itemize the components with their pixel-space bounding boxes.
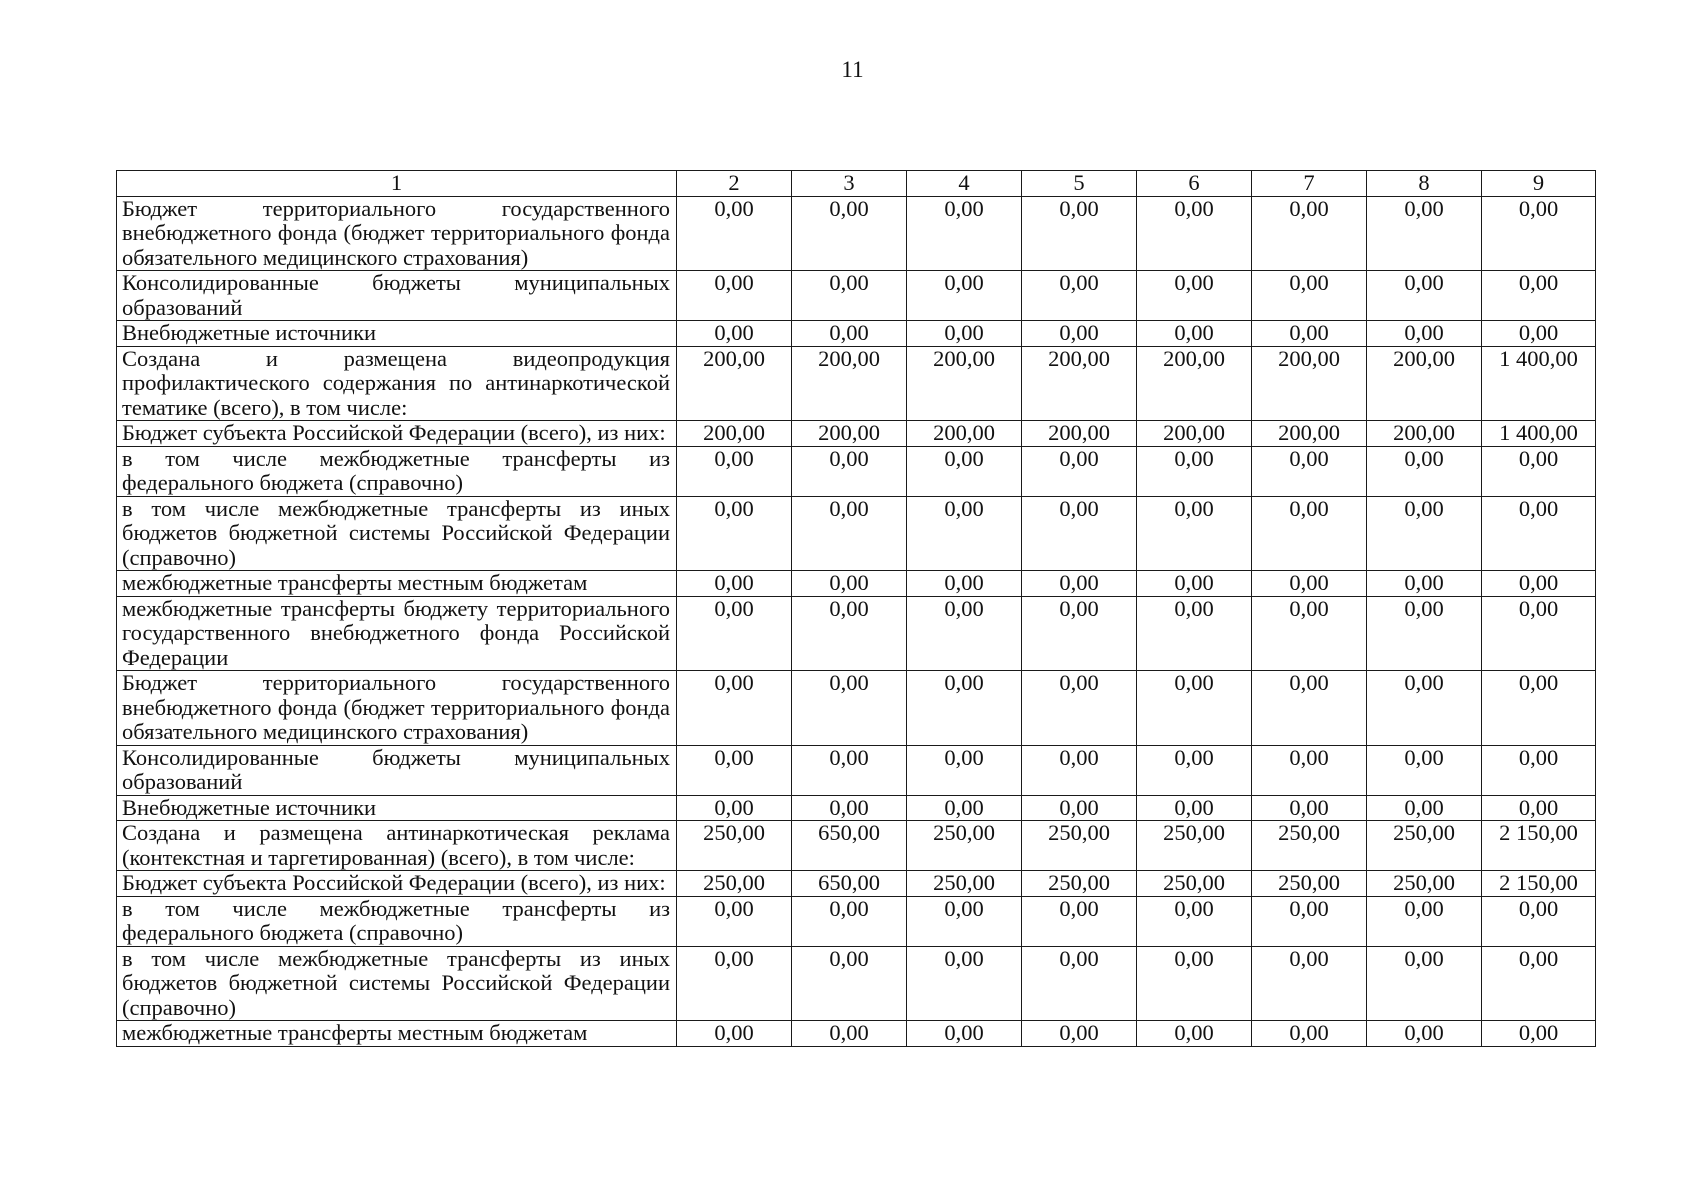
value-cell: 0,00	[1367, 496, 1482, 571]
value-cell: 200,00	[1137, 346, 1252, 421]
value-cell: 0,00	[677, 496, 792, 571]
row-label: в том числе межбюджетные трансферты из федерального бюджета (справочно)	[117, 896, 677, 946]
column-header: 4	[907, 171, 1022, 197]
value-cell: 0,00	[1482, 446, 1596, 496]
column-header: 5	[1022, 171, 1137, 197]
value-cell: 0,00	[1367, 946, 1482, 1021]
value-cell: 0,00	[792, 1021, 907, 1047]
value-cell: 200,00	[677, 346, 792, 421]
value-cell: 0,00	[1482, 671, 1596, 746]
value-cell: 0,00	[1482, 496, 1596, 571]
value-cell: 0,00	[1367, 321, 1482, 347]
value-cell: 250,00	[1022, 871, 1137, 897]
value-cell: 0,00	[677, 671, 792, 746]
value-cell: 0,00	[907, 946, 1022, 1021]
value-cell: 0,00	[792, 496, 907, 571]
value-cell: 0,00	[907, 321, 1022, 347]
value-cell: 0,00	[1482, 946, 1596, 1021]
row-label: Бюджет территориального государственного внебюджетного фонда (бюджет территориального фонда обязательного медицинского страхования)	[117, 196, 677, 271]
value-cell: 200,00	[1252, 421, 1367, 447]
column-number-row	[117, 171, 1596, 197]
value-cell: 0,00	[1137, 795, 1252, 821]
value-cell: 250,00	[677, 821, 792, 871]
column-header: 3	[792, 171, 907, 197]
value-cell: 0,00	[792, 271, 907, 321]
value-cell: 0,00	[1137, 446, 1252, 496]
value-cell: 0,00	[677, 196, 792, 271]
value-cell: 0,00	[1137, 496, 1252, 571]
value-cell: 0,00	[792, 596, 907, 671]
value-cell: 200,00	[1252, 346, 1367, 421]
value-cell: 0,00	[1252, 795, 1367, 821]
value-cell: 0,00	[907, 496, 1022, 571]
value-cell: 0,00	[1137, 321, 1252, 347]
value-cell: 0,00	[1137, 596, 1252, 671]
value-cell: 0,00	[1022, 321, 1137, 347]
table-row	[117, 196, 1596, 271]
value-cell: 200,00	[907, 421, 1022, 447]
value-cell: 250,00	[1252, 871, 1367, 897]
value-cell: 200,00	[792, 346, 907, 421]
value-cell: 1 400,00	[1482, 346, 1596, 421]
value-cell: 0,00	[1022, 496, 1137, 571]
value-cell: 0,00	[792, 671, 907, 746]
value-cell: 0,00	[907, 745, 1022, 795]
column-header: 8	[1367, 171, 1482, 197]
value-cell: 0,00	[1022, 671, 1137, 746]
table-body	[117, 196, 1596, 1046]
value-cell: 0,00	[1137, 671, 1252, 746]
table-row	[117, 421, 1596, 447]
value-cell: 0,00	[1252, 1021, 1367, 1047]
value-cell: 0,00	[1137, 196, 1252, 271]
value-cell: 0,00	[677, 446, 792, 496]
value-cell: 0,00	[1252, 271, 1367, 321]
value-cell: 0,00	[677, 321, 792, 347]
value-cell: 200,00	[1367, 421, 1482, 447]
row-label: в том числе межбюджетные трансферты из федерального бюджета (справочно)	[117, 446, 677, 496]
value-cell: 0,00	[792, 196, 907, 271]
value-cell: 0,00	[1137, 896, 1252, 946]
value-cell: 0,00	[1367, 271, 1482, 321]
column-header: 2	[677, 171, 792, 197]
value-cell: 0,00	[1022, 446, 1137, 496]
value-cell: 0,00	[792, 896, 907, 946]
value-cell: 0,00	[907, 671, 1022, 746]
value-cell: 0,00	[1367, 745, 1482, 795]
value-cell: 0,00	[1252, 321, 1367, 347]
table-row	[117, 321, 1596, 347]
value-cell: 0,00	[792, 745, 907, 795]
value-cell: 200,00	[907, 346, 1022, 421]
value-cell: 0,00	[1022, 1021, 1137, 1047]
row-label: в том числе межбюджетные трансферты из иных бюджетов бюджетной системы Российской Федерации (справочно)	[117, 496, 677, 571]
value-cell: 0,00	[1022, 596, 1137, 671]
table-row	[117, 795, 1596, 821]
value-cell: 0,00	[677, 795, 792, 821]
table-row	[117, 1021, 1596, 1047]
table-row	[117, 596, 1596, 671]
value-cell: 0,00	[1367, 1021, 1482, 1047]
value-cell: 0,00	[907, 446, 1022, 496]
value-cell: 250,00	[1137, 821, 1252, 871]
row-label: Бюджет субъекта Российской Федерации (всего), из них:	[117, 871, 677, 897]
value-cell: 250,00	[677, 871, 792, 897]
value-cell: 0,00	[1482, 321, 1596, 347]
row-label: Создана и размещена видеопродукция профилактического содержания по антинаркотической тематике (всего), в том числе:	[117, 346, 677, 421]
value-cell: 250,00	[1367, 871, 1482, 897]
value-cell: 0,00	[677, 745, 792, 795]
table-row	[117, 271, 1596, 321]
column-header: 7	[1252, 171, 1367, 197]
value-cell: 0,00	[1137, 271, 1252, 321]
table-row	[117, 946, 1596, 1021]
value-cell: 0,00	[907, 571, 1022, 597]
value-cell: 0,00	[1252, 496, 1367, 571]
value-cell: 250,00	[1022, 821, 1137, 871]
value-cell: 200,00	[677, 421, 792, 447]
value-cell: 0,00	[1022, 745, 1137, 795]
table-row	[117, 671, 1596, 746]
value-cell: 0,00	[1482, 795, 1596, 821]
value-cell: 0,00	[1137, 571, 1252, 597]
table-row	[117, 571, 1596, 597]
value-cell: 0,00	[1252, 896, 1367, 946]
value-cell: 0,00	[1252, 196, 1367, 271]
value-cell: 0,00	[1367, 671, 1482, 746]
value-cell: 0,00	[1252, 671, 1367, 746]
value-cell: 0,00	[1022, 271, 1137, 321]
value-cell: 0,00	[907, 271, 1022, 321]
value-cell: 0,00	[1367, 896, 1482, 946]
table-row	[117, 896, 1596, 946]
row-label: Бюджет территориального государственного внебюджетного фонда (бюджет территориального фонда обязательного медицинского страхования)	[117, 671, 677, 746]
value-cell: 0,00	[792, 946, 907, 1021]
value-cell: 0,00	[1482, 896, 1596, 946]
value-cell: 250,00	[907, 821, 1022, 871]
column-header: 6	[1137, 171, 1252, 197]
value-cell: 2 150,00	[1482, 821, 1596, 871]
row-label: Создана и размещена антинаркотическая реклама (контекстная и таргетированная) (всего), в том числе:	[117, 821, 677, 871]
row-label: в том числе межбюджетные трансферты из иных бюджетов бюджетной системы Российской Федерации (справочно)	[117, 946, 677, 1021]
value-cell: 0,00	[907, 196, 1022, 271]
table-row	[117, 871, 1596, 897]
value-cell: 0,00	[1367, 795, 1482, 821]
table-row	[117, 446, 1596, 496]
value-cell: 0,00	[792, 571, 907, 597]
value-cell: 0,00	[1482, 745, 1596, 795]
value-cell: 0,00	[792, 446, 907, 496]
value-cell: 0,00	[907, 795, 1022, 821]
value-cell: 2 150,00	[1482, 871, 1596, 897]
value-cell: 0,00	[1022, 896, 1137, 946]
value-cell: 200,00	[1022, 346, 1137, 421]
value-cell: 0,00	[677, 946, 792, 1021]
value-cell: 650,00	[792, 821, 907, 871]
table-header	[117, 171, 1596, 197]
value-cell: 1 400,00	[1482, 421, 1596, 447]
value-cell: 250,00	[1367, 821, 1482, 871]
value-cell: 0,00	[677, 596, 792, 671]
row-label: Внебюджетные источники	[117, 795, 677, 821]
table-row	[117, 745, 1596, 795]
value-cell: 0,00	[907, 596, 1022, 671]
value-cell: 0,00	[677, 271, 792, 321]
value-cell: 0,00	[1367, 571, 1482, 597]
value-cell: 0,00	[1137, 946, 1252, 1021]
row-label: Бюджет субъекта Российской Федерации (всего), из них:	[117, 421, 677, 447]
row-label: межбюджетные трансферты местным бюджетам	[117, 1021, 677, 1047]
value-cell: 200,00	[792, 421, 907, 447]
value-cell: 250,00	[1137, 871, 1252, 897]
value-cell: 0,00	[1482, 271, 1596, 321]
value-cell: 650,00	[792, 871, 907, 897]
budget-table	[116, 170, 1596, 1047]
row-label: Внебюджетные источники	[117, 321, 677, 347]
value-cell: 200,00	[1367, 346, 1482, 421]
row-label: Консолидированные бюджеты муниципальных образований	[117, 271, 677, 321]
value-cell: 0,00	[1367, 596, 1482, 671]
page-number: 11	[841, 57, 864, 82]
value-cell: 0,00	[1482, 196, 1596, 271]
column-header: 9	[1482, 171, 1596, 197]
value-cell: 0,00	[907, 1021, 1022, 1047]
value-cell: 0,00	[1252, 571, 1367, 597]
value-cell: 0,00	[1482, 1021, 1596, 1047]
table-row	[117, 496, 1596, 571]
table-row	[117, 346, 1596, 421]
value-cell: 0,00	[792, 795, 907, 821]
value-cell: 200,00	[1137, 421, 1252, 447]
value-cell: 0,00	[677, 1021, 792, 1047]
value-cell: 250,00	[907, 871, 1022, 897]
value-cell: 0,00	[907, 896, 1022, 946]
row-label: Консолидированные бюджеты муниципальных образований	[117, 745, 677, 795]
value-cell: 0,00	[1252, 745, 1367, 795]
value-cell: 0,00	[1252, 946, 1367, 1021]
value-cell: 0,00	[1482, 596, 1596, 671]
value-cell: 0,00	[1022, 795, 1137, 821]
value-cell: 250,00	[1252, 821, 1367, 871]
row-label: межбюджетные трансферты бюджету территориального государственного внебюджетного фонда Российской Федерации	[117, 596, 677, 671]
value-cell: 0,00	[1022, 196, 1137, 271]
value-cell: 0,00	[1367, 446, 1482, 496]
value-cell: 0,00	[792, 321, 907, 347]
value-cell: 0,00	[1252, 446, 1367, 496]
value-cell: 0,00	[1252, 596, 1367, 671]
column-header: 1	[117, 171, 677, 197]
value-cell: 0,00	[1022, 946, 1137, 1021]
value-cell: 0,00	[1137, 1021, 1252, 1047]
row-label: межбюджетные трансферты местным бюджетам	[117, 571, 677, 597]
value-cell: 200,00	[1022, 421, 1137, 447]
value-cell: 0,00	[1367, 196, 1482, 271]
value-cell: 0,00	[1137, 745, 1252, 795]
table-row	[117, 821, 1596, 871]
value-cell: 0,00	[1022, 571, 1137, 597]
value-cell: 0,00	[1482, 571, 1596, 597]
value-cell: 0,00	[677, 571, 792, 597]
value-cell: 0,00	[677, 896, 792, 946]
